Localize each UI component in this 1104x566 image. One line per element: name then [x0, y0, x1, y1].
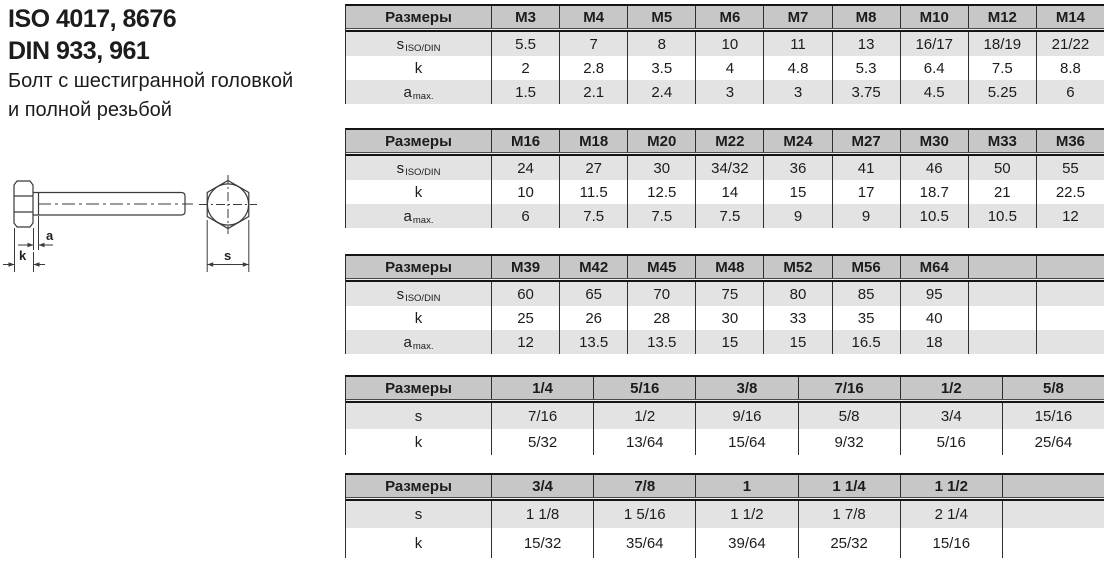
table-row — [346, 330, 1104, 354]
column-header: 1 1/2 — [900, 475, 1002, 497]
value-cell: 12 — [491, 330, 559, 354]
value-cell: 15/16 — [900, 528, 1002, 558]
table-row — [346, 429, 1104, 455]
value-cell — [1002, 501, 1104, 528]
column-header: M42 — [559, 256, 627, 278]
value-cell: 7/16 — [491, 403, 593, 429]
table-row — [346, 204, 1104, 228]
column-header: M52 — [763, 256, 831, 278]
column-header: M33 — [968, 130, 1036, 152]
standard-title-din: DIN 933, 961 — [8, 37, 150, 65]
table-row — [346, 56, 1104, 80]
value-cell: 17 — [832, 180, 900, 204]
value-cell: 14 — [695, 180, 763, 204]
product-description-line2: и полной резьбой — [8, 99, 172, 121]
value-cell: 6 — [1036, 80, 1104, 104]
value-cell: 39/64 — [695, 528, 797, 558]
value-cell: 95 — [900, 282, 968, 306]
value-cell: 1 5/16 — [593, 501, 695, 528]
value-cell: 15 — [695, 330, 763, 354]
value-cell: 8 — [627, 32, 695, 56]
value-cell: 18.7 — [900, 180, 968, 204]
value-cell: 15 — [763, 180, 831, 204]
value-cell — [1036, 330, 1104, 354]
value-cell: 9 — [763, 204, 831, 228]
value-cell: 50 — [968, 156, 1036, 180]
value-cell: 36 — [763, 156, 831, 180]
standard-title-iso: ISO 4017, 8676 — [8, 5, 177, 33]
column-header: M45 — [627, 256, 695, 278]
column-header — [1002, 475, 1104, 497]
column-header: 7/8 — [593, 475, 695, 497]
value-cell: 5.5 — [491, 32, 559, 56]
column-header-label: Размеры — [385, 379, 452, 397]
table-header-row — [346, 377, 1104, 400]
column-header: M56 — [832, 256, 900, 278]
value-cell: 21 — [968, 180, 1036, 204]
column-header: M64 — [900, 256, 968, 278]
value-cell: 18 — [900, 330, 968, 354]
row-label: a max. — [403, 207, 434, 226]
value-cell: 25/64 — [1002, 429, 1104, 455]
value-cell: 7.5 — [627, 204, 695, 228]
value-cell: 1.5 — [491, 80, 559, 104]
column-header: 1/4 — [491, 377, 593, 399]
value-cell: 13/64 — [593, 429, 695, 455]
value-cell: 5/16 — [900, 429, 1002, 455]
column-header: M27 — [832, 130, 900, 152]
column-header: 1 — [695, 475, 797, 497]
value-cell: 18/19 — [968, 32, 1036, 56]
table-row — [346, 501, 1104, 528]
value-cell: 1 1/2 — [695, 501, 797, 528]
value-cell: 35/64 — [593, 528, 695, 558]
value-cell: 25 — [491, 306, 559, 330]
column-header: 1/2 — [900, 377, 1002, 399]
value-cell: 5.3 — [832, 56, 900, 80]
column-header: M8 — [832, 6, 900, 28]
value-cell: 3.5 — [627, 56, 695, 80]
value-cell: 65 — [559, 282, 627, 306]
dimension-table-inch-small — [345, 375, 1104, 455]
column-header: M30 — [900, 130, 968, 152]
column-header-label: Размеры — [385, 258, 452, 276]
column-header-label: Размеры — [385, 477, 452, 495]
value-cell — [1002, 528, 1104, 558]
table-row — [346, 180, 1104, 204]
dimension-label-k: k — [19, 248, 27, 263]
row-label: k — [414, 59, 423, 77]
value-cell: 2.8 — [559, 56, 627, 80]
column-header: M5 — [627, 6, 695, 28]
value-cell: 7.5 — [695, 204, 763, 228]
value-cell: 5/8 — [798, 403, 900, 429]
table-header-row — [346, 475, 1104, 498]
value-cell: 15 — [763, 330, 831, 354]
value-cell: 2 1/4 — [900, 501, 1002, 528]
value-cell: 7.5 — [968, 56, 1036, 80]
value-cell: 21/22 — [1036, 32, 1104, 56]
value-cell: 26 — [559, 306, 627, 330]
table-header-row — [346, 130, 1104, 153]
value-cell: 10.5 — [900, 204, 968, 228]
column-header: M3 — [491, 6, 559, 28]
table-row — [346, 156, 1104, 180]
row-label: s ISO/DIN — [396, 285, 441, 304]
value-cell: 10 — [695, 32, 763, 56]
value-cell: 24 — [491, 156, 559, 180]
row-label: k — [414, 183, 423, 201]
value-cell: 3.75 — [832, 80, 900, 104]
value-cell: 28 — [627, 306, 695, 330]
column-header: M20 — [627, 130, 695, 152]
row-label: k — [414, 309, 423, 327]
column-header: 3/8 — [695, 377, 797, 399]
value-cell: 12.5 — [627, 180, 695, 204]
table-row — [346, 32, 1104, 56]
value-cell: 12 — [1036, 204, 1104, 228]
value-cell: 16.5 — [832, 330, 900, 354]
value-cell: 1 7/8 — [798, 501, 900, 528]
value-cell: 4.5 — [900, 80, 968, 104]
value-cell: 4.8 — [763, 56, 831, 80]
value-cell: 15/16 — [1002, 403, 1104, 429]
value-cell: 9/16 — [695, 403, 797, 429]
value-cell: 3 — [695, 80, 763, 104]
value-cell: 1/2 — [593, 403, 695, 429]
row-label: s ISO/DIN — [396, 35, 441, 54]
value-cell: 7 — [559, 32, 627, 56]
table-row — [346, 528, 1104, 558]
product-description-line1: Болт с шестигранной головкой — [8, 70, 294, 92]
title-block — [8, 3, 338, 125]
table-row — [346, 403, 1104, 429]
column-header: 1 1/4 — [798, 475, 900, 497]
column-header — [1036, 256, 1104, 278]
value-cell: 60 — [491, 282, 559, 306]
value-cell: 15/32 — [491, 528, 593, 558]
dimension-label-a: a — [46, 228, 54, 243]
tables-area — [345, 0, 1104, 566]
value-cell: 2.4 — [627, 80, 695, 104]
value-cell: 2 — [491, 56, 559, 80]
table-row — [346, 306, 1104, 330]
value-cell — [968, 282, 1036, 306]
column-header: M7 — [763, 6, 831, 28]
column-header: M16 — [491, 130, 559, 152]
value-cell — [968, 306, 1036, 330]
value-cell: 16/17 — [900, 32, 968, 56]
value-cell: 13.5 — [559, 330, 627, 354]
column-header — [968, 256, 1036, 278]
value-cell: 33 — [763, 306, 831, 330]
value-cell: 9 — [832, 204, 900, 228]
dimension-label-s: s — [224, 248, 232, 263]
dimension-table-inch-large — [345, 473, 1104, 558]
value-cell: 85 — [832, 282, 900, 306]
column-header: M4 — [559, 6, 627, 28]
value-cell: 2.1 — [559, 80, 627, 104]
value-cell: 7.5 — [559, 204, 627, 228]
value-cell — [1036, 306, 1104, 330]
value-cell: 8.8 — [1036, 56, 1104, 80]
value-cell: 25/32 — [798, 528, 900, 558]
value-cell: 1 1/8 — [491, 501, 593, 528]
row-label: k — [414, 534, 423, 552]
value-cell: 3/4 — [900, 403, 1002, 429]
column-header: 5/16 — [593, 377, 695, 399]
bolt-side-view — [14, 181, 193, 227]
value-cell: 30 — [627, 156, 695, 180]
value-cell: 34/32 — [695, 156, 763, 180]
column-header: 5/8 — [1002, 377, 1104, 399]
value-cell: 11.5 — [559, 180, 627, 204]
table-header-row — [346, 6, 1104, 29]
value-cell: 75 — [695, 282, 763, 306]
dimension-a — [18, 216, 54, 250]
column-header: M14 — [1036, 6, 1104, 28]
column-header: M12 — [968, 6, 1036, 28]
value-cell: 13.5 — [627, 330, 695, 354]
column-header-label: Размеры — [385, 8, 452, 26]
dimension-table-metric-m3-m14 — [345, 4, 1104, 104]
value-cell: 46 — [900, 156, 968, 180]
value-cell: 80 — [763, 282, 831, 306]
bolt-technical-drawing — [0, 168, 280, 318]
value-cell: 22.5 — [1036, 180, 1104, 204]
column-header: 3/4 — [491, 475, 593, 497]
row-label: k — [414, 433, 423, 451]
value-cell — [1036, 282, 1104, 306]
value-cell: 6.4 — [900, 56, 968, 80]
value-cell: 11 — [763, 32, 831, 56]
row-label: s — [414, 407, 423, 425]
column-header: M6 — [695, 6, 763, 28]
value-cell: 40 — [900, 306, 968, 330]
column-header: M36 — [1036, 130, 1104, 152]
value-cell: 3 — [763, 80, 831, 104]
column-header: M24 — [763, 130, 831, 152]
dimension-table-metric-m39-m64 — [345, 254, 1104, 354]
value-cell: 9/32 — [798, 429, 900, 455]
value-cell: 30 — [695, 306, 763, 330]
table-row — [346, 80, 1104, 104]
value-cell: 27 — [559, 156, 627, 180]
dimension-table-metric-m16-m36 — [345, 128, 1104, 228]
row-label: s — [414, 506, 423, 523]
table-row — [346, 282, 1104, 306]
table-header-row — [346, 256, 1104, 279]
value-cell: 55 — [1036, 156, 1104, 180]
column-header: M48 — [695, 256, 763, 278]
value-cell: 70 — [627, 282, 695, 306]
value-cell: 5/32 — [491, 429, 593, 455]
row-label: s ISO/DIN — [396, 159, 441, 178]
row-label: a max. — [403, 333, 434, 352]
column-header: M10 — [900, 6, 968, 28]
value-cell: 35 — [832, 306, 900, 330]
column-header: M22 — [695, 130, 763, 152]
column-header: 7/16 — [798, 377, 900, 399]
value-cell: 10.5 — [968, 204, 1036, 228]
value-cell: 13 — [832, 32, 900, 56]
value-cell: 41 — [832, 156, 900, 180]
value-cell — [968, 330, 1036, 354]
value-cell: 15/64 — [695, 429, 797, 455]
column-header: M39 — [491, 256, 559, 278]
value-cell: 6 — [491, 204, 559, 228]
column-header: M18 — [559, 130, 627, 152]
column-header-label: Размеры — [385, 132, 452, 150]
value-cell: 10 — [491, 180, 559, 204]
row-label: a max. — [403, 83, 434, 102]
value-cell: 4 — [695, 56, 763, 80]
value-cell: 5.25 — [968, 80, 1036, 104]
